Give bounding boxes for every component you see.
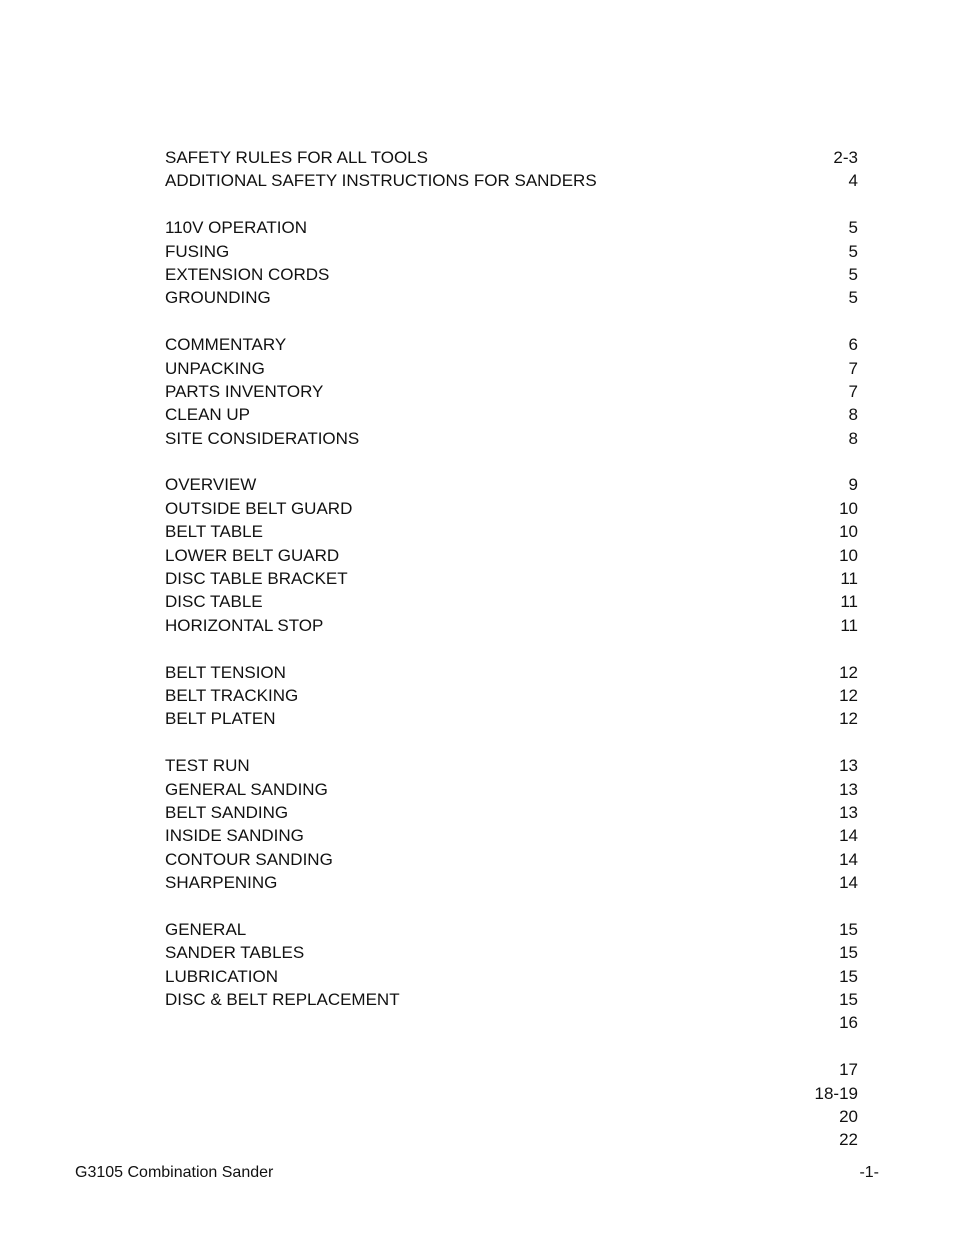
toc-entry-title: UNPACKING xyxy=(165,358,265,378)
toc-entry-page: 17 xyxy=(839,1060,858,1080)
toc-entry xyxy=(165,988,858,1011)
toc-entry-page: 7 xyxy=(848,381,858,401)
toc-entry-page: 14 xyxy=(839,849,858,869)
toc-section xyxy=(165,473,858,637)
toc-entry xyxy=(165,590,858,613)
toc-entry xyxy=(165,240,858,263)
toc-entry xyxy=(165,146,858,169)
toc-entry-page: 15 xyxy=(839,990,858,1010)
toc-entry xyxy=(165,965,858,988)
toc-entry xyxy=(165,286,858,309)
toc-entry-title: DISC & BELT REPLACEMENT xyxy=(165,990,400,1010)
toc-entry xyxy=(165,918,858,941)
toc-entry xyxy=(165,661,858,684)
toc-entry-title: LOWER BELT GUARD xyxy=(165,545,340,565)
toc-entry xyxy=(165,848,858,871)
footer-title: G3105 Combination Sander xyxy=(75,1164,274,1181)
toc-entry-title: 110V OPERATION xyxy=(165,218,308,238)
toc-entry-title: DISC TABLE xyxy=(165,592,263,612)
toc-entry xyxy=(165,544,858,567)
toc-entry-page: 8 xyxy=(848,405,858,425)
toc-entry-title: DISC TABLE BRACKET xyxy=(165,569,348,589)
toc-entry-title: LUBRICATION xyxy=(165,966,279,986)
toc-entry xyxy=(165,1105,858,1128)
toc-entry-page: 11 xyxy=(840,569,858,589)
toc-entry-page: 5 xyxy=(848,241,858,261)
toc-entry-title: BELT TRACKING xyxy=(165,685,299,705)
toc-entry xyxy=(165,567,858,590)
toc-entry xyxy=(165,684,858,707)
toc-entry-title: SHARPENING xyxy=(165,873,278,893)
toc-entry-page: 13 xyxy=(839,756,858,776)
toc-section xyxy=(165,216,858,310)
toc-entry-title: GENERAL xyxy=(165,919,247,939)
toc-entry xyxy=(165,941,858,964)
toc-entry-page: 10 xyxy=(839,522,858,542)
toc-entry xyxy=(165,380,858,403)
toc-entry xyxy=(165,1082,858,1105)
toc-entry-title: INSIDE SANDING xyxy=(165,826,304,846)
toc-entry-title: SITE CONSIDERATIONS xyxy=(165,428,360,448)
toc-entry-page: 2-3 xyxy=(833,148,858,167)
toc-section xyxy=(165,661,858,731)
toc-entry xyxy=(165,520,858,543)
toc-entry xyxy=(165,707,858,730)
toc-entry-page: 7 xyxy=(848,358,858,378)
toc-entry-page: 12 xyxy=(839,685,858,705)
toc-entry-title: OVERVIEW xyxy=(165,475,257,495)
toc-entry-page: 11 xyxy=(840,615,858,635)
toc-entry xyxy=(165,333,858,356)
toc-entry-title: OUTSIDE BELT GUARD xyxy=(165,498,353,518)
toc-entry-title: EXTENSION CORDS xyxy=(165,264,330,284)
toc-entry xyxy=(165,1058,858,1081)
toc-entry-title: COMMENTARY xyxy=(165,335,287,355)
toc-section xyxy=(165,333,858,450)
toc-entry-title: BELT SANDING xyxy=(165,802,289,822)
toc-entry-page: 14 xyxy=(839,873,858,893)
toc-entry-page: 20 xyxy=(839,1107,858,1127)
toc-entry-page: 4 xyxy=(848,171,858,191)
toc-entry-title: SAFETY RULES FOR ALL TOOLS xyxy=(165,148,428,167)
toc-entry xyxy=(165,357,858,380)
toc-entry-title: BELT PLATEN xyxy=(165,709,276,729)
toc-entry xyxy=(165,754,858,777)
toc-entry xyxy=(165,403,858,426)
toc-entry-title: TEST RUN xyxy=(165,756,250,776)
toc-entry-title: ADDITIONAL SAFETY INSTRUCTIONS FOR SANDERS xyxy=(165,171,597,191)
toc-entry xyxy=(165,614,858,637)
toc-entry-page: 15 xyxy=(839,919,858,939)
toc-entry-page: 11 xyxy=(840,592,858,612)
toc-entry xyxy=(165,263,858,286)
toc-entry-title: HORIZONTAL STOP xyxy=(165,615,324,635)
toc-entry xyxy=(165,824,858,847)
toc-entry-title: FUSING xyxy=(165,241,230,261)
toc-entry-title: BELT TABLE xyxy=(165,522,263,542)
toc-entry-page: 13 xyxy=(839,802,858,822)
toc-entry-page: 10 xyxy=(839,545,858,565)
footer-page-number: -1- xyxy=(859,1164,879,1181)
toc-section xyxy=(165,918,858,1035)
toc-entry-page: 16 xyxy=(839,1013,858,1033)
toc-entry-page: 12 xyxy=(839,662,858,682)
toc-entry-page: 15 xyxy=(839,966,858,986)
toc-entry-title: SANDER TABLES xyxy=(165,943,305,963)
toc-entry-page: 5 xyxy=(848,264,858,284)
toc-entry xyxy=(165,801,858,824)
toc-entry-page: 8 xyxy=(848,428,858,448)
toc-section xyxy=(165,146,858,193)
toc-entry-page: 13 xyxy=(839,779,858,799)
toc-section xyxy=(165,1058,858,1152)
toc-entry xyxy=(165,427,858,450)
toc-entry-title: GROUNDING xyxy=(165,288,271,308)
toc-entry-page: 15 xyxy=(839,943,858,963)
toc-entry xyxy=(165,778,858,801)
toc-section xyxy=(165,754,858,894)
page-footer xyxy=(75,1164,879,1184)
toc-entry xyxy=(165,1128,858,1151)
toc-entry-page: 22 xyxy=(839,1130,858,1150)
toc-entry-title: CLEAN UP xyxy=(165,405,251,425)
toc-entry-title: CONTOUR SANDING xyxy=(165,849,333,869)
toc-entry-page: 5 xyxy=(848,288,858,308)
toc-entry-page: 5 xyxy=(848,218,858,238)
toc-entry xyxy=(165,1011,858,1034)
toc-entry-page: 6 xyxy=(848,335,858,355)
toc-entry-title: BELT TENSION xyxy=(165,662,286,682)
table-of-contents xyxy=(165,146,858,1175)
toc-entry-page: 14 xyxy=(839,826,858,846)
toc-entry-page: 10 xyxy=(839,498,858,518)
toc-entry xyxy=(165,871,858,894)
toc-entry xyxy=(165,473,858,496)
toc-entry-title: GENERAL SANDING xyxy=(165,779,328,799)
toc-entry xyxy=(165,497,858,520)
toc-entry-page: 9 xyxy=(848,475,858,495)
toc-entry xyxy=(165,169,858,192)
toc-entry xyxy=(165,216,858,239)
toc-entry-title: PARTS INVENTORY xyxy=(165,381,324,401)
toc-entry-page: 18-19 xyxy=(814,1083,858,1103)
toc-entry-page: 12 xyxy=(839,709,858,729)
